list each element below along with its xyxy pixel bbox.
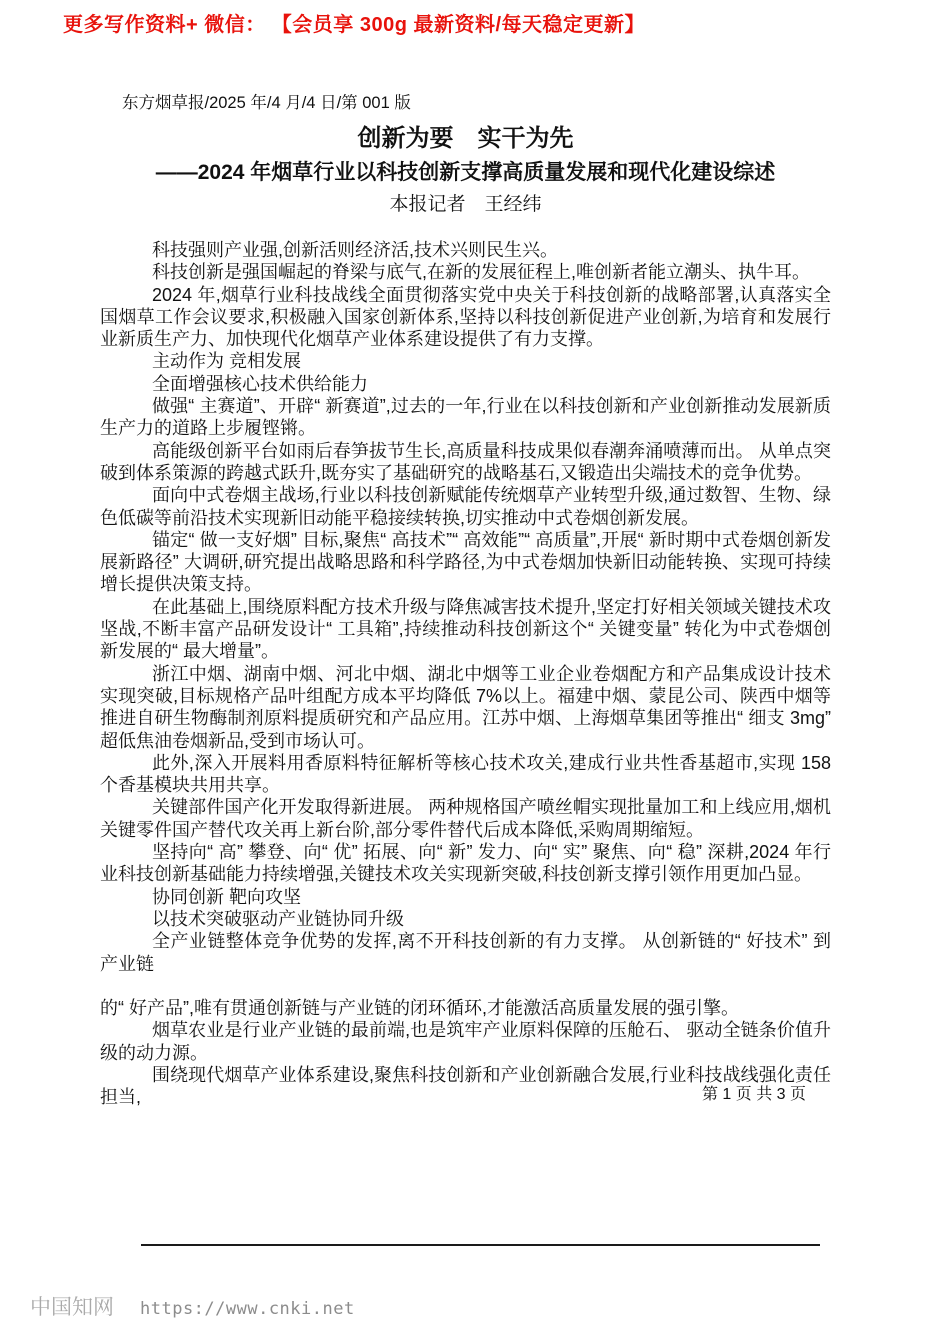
paragraph: 此外,深入开展料用香原料特征解析等核心技术攻关,建成行业共性香基超市,实现 158 个香基模块共用共享。 [100, 752, 831, 796]
section-heading: 协同创新 靶向攻坚 [152, 886, 302, 907]
paragraph: 在此基础上,围绕原料配方技术升级与降焦减害技术提升,坚定打好相关领域关键技术攻坚战,不断丰富产品研发设计“ 工具箱”,持续推动科技创新这个“ 关键变量” 转化为中式卷烟创新发展的“ 最大增量”。 [100, 596, 831, 662]
paragraph: 高能级创新平台如雨后春笋拔节生长,高质量科技成果似春潮奔涌喷薄而出。 从单点突破到体系策源的跨越式跃升,既夯实了基础研究的战略基石,又锻造出尖端技术的竞争优势。 [100, 440, 831, 483]
paragraph: 坚持向“ 高” 攀登、向“ 优” 拓展、向“ 新” 发力、向“ 实” 聚焦、向“ 稳” 深耕,2024 年行业科技创新基础能力持续增强,关键技术攻关实现新突破,科技创新支撑引领作用更加凸显。 [100, 842, 831, 885]
paragraph: 围绕现代烟草产业体系建设,聚焦科技创新和产业创新融合发展,行业科技战线强化责任担当, [100, 1064, 831, 1108]
article-author: 本报记者 王经纬 [389, 194, 542, 215]
section-heading: 主动作为 竞相发展 [152, 351, 302, 372]
section-heading: 全面增强核心技术供给能力 [152, 373, 368, 394]
paragraph: 科技创新是强国崛起的脊梁与底气,在新的发展征程上,唯创新者能立潮头、执牛耳。 [152, 262, 810, 283]
cnki-site-url: https://www.cnki.net [140, 1299, 355, 1319]
article-title: 创新为要 实干为先 [357, 125, 574, 153]
paragraph: 全产业链整体竞争优势的发挥,离不开科技创新的有力支撑。 从创新链的“ 好技术” 到产业链 [100, 931, 831, 974]
cnki-watermark [30, 1291, 355, 1321]
paragraph: 浙江中烟、湖南中烟、河北中烟、湖北中烟等工业企业卷烟配方和产品集成设计技术实现突破,目标规格产品叶组配方成本平均降低 7%以上。福建中烟、蒙昆公司、陕西中烟等推进自研生物酶制剂原料提质研究和产品应用。江苏中烟、上海烟草集团等推出“ 细支 3mg” 超低焦油卷烟新品,受到市场认可。 [100, 663, 831, 751]
section-heading: 以技术突破驱动产业链协同升级 [152, 908, 404, 929]
paragraph: 做强“ 主赛道”、开辟“ 新赛道”,过去的一年,行业在以科技创新和产业创新推动发展新质生产力的道路上步履铿锵。 [100, 396, 831, 439]
footer-divider-line [141, 1244, 820, 1246]
paragraph: 锚定“ 做一支好烟” 目标,聚焦“ 高技术”“ 高效能”“ 高质量”,开展“ 新时期中式卷烟创新发展新路径” 大调研,研究提出战略思路和科学路径,为中式卷烟加快新旧动能转换、实现可持续增长提供决策支持。 [100, 529, 831, 595]
promo-banner-text: 更多写作资料+ 微信： 【会员享 300g 最新资料/每天稳定更新】 [63, 14, 646, 36]
article-body [100, 239, 831, 1109]
article-subtitle: ——2024 年烟草行业以科技创新支撑高质量发展和现代化建设综述 [155, 161, 776, 185]
paragraph: 科技强则产业强,创新活则经济活,技术兴则民生兴。 [152, 240, 558, 260]
page-number-indicator: 第 1 页 共 3 页 [701, 1086, 806, 1103]
paragraph: 面向中式卷烟主战场,行业以科技创新赋能传统烟草产业转型升级,通过数智、生物、绿色低碳等前沿技术实现新旧动能平稳接续转换,切实推动中式卷烟创新发展。 [100, 485, 831, 528]
paragraph: 关键部件国产化开发取得新进展。 两种规格国产喷丝帽实现批量加工和上线应用,烟机关键零件国产替代攻关再上新台阶,部分零件替代后成本降低,采购周期缩短。 [100, 797, 831, 840]
paragraph: 的“ 好产品”,唯有贯通创新链与产业链的闭环循环,才能激活高质量发展的强引擎。 [100, 998, 739, 1019]
publication-source-line: 东方烟草报/2025 年/4 月/4 日/第 001 版 [122, 94, 411, 112]
paragraph: 2024 年,烟草行业科技战线全面贯彻落实党中央关于科技创新的战略部署,认真落实全国烟草工作会议要求,积极融入国家创新体系,坚持以科技创新促进产业创新,为培育和发展行业新质生产力、加快现代化烟草产业体系建设提供了有力支撑。 [100, 284, 831, 350]
cnki-site-name: 中国知网 [30, 1295, 114, 1319]
paragraph: 烟草农业是行业产业链的最前端,也是筑牢产业原料保障的压舱石、 驱动全链条价值升级的动力源。 [100, 1020, 831, 1063]
